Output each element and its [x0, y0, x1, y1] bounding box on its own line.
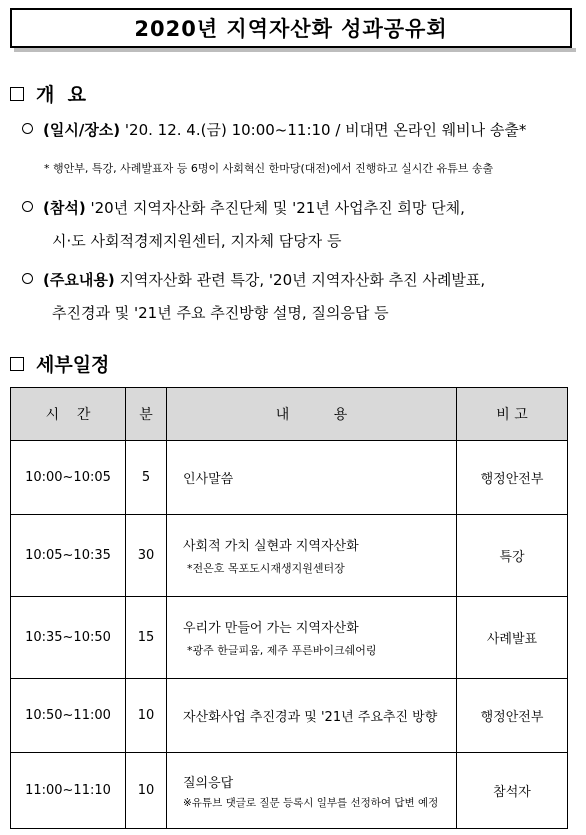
checkbox-square-icon [10, 87, 24, 101]
table-row: 10:05~10:35 30 사회적 가치 실현과 지역자산화 *전은호 목포도시재생지원센터장 특강 [11, 515, 568, 597]
overview-item-attendees: (참석) '20년 지역자산화 추진단체 및 '21년 사업추진 희망 단체, 시·도 사회적경제지원센터, 지자체 담당자 등 [22, 192, 577, 258]
circle-bullet-icon [22, 123, 33, 134]
table-row: 10:00~10:05 5 인사말씀 행정안전부 [11, 441, 568, 515]
overview-item-datetime: (일시/장소) '20. 12. 4.(금) 10:00~11:10 / 비대면 온라인 웨비나 송출* [22, 114, 577, 147]
header-note: 비 고 [457, 388, 568, 441]
header-minutes: 분 [126, 388, 167, 441]
overview-heading: 개 요 [10, 80, 86, 107]
checkbox-square-icon [10, 357, 24, 371]
header-time: 시 간 [11, 388, 126, 441]
overview-item-contents: (주요내용) 지역자산화 관련 특강, '20년 지역자산화 추진 사례발표, 추진경과 및 '21년 주요 추진방향 설명, 질의응답 등 [22, 264, 577, 330]
table-header-row [11, 388, 568, 441]
circle-bullet-icon [22, 201, 33, 212]
circle-bullet-icon [22, 273, 33, 284]
schedule-table [10, 387, 568, 829]
header-content: 내 용 [167, 388, 457, 441]
page-title: 2020년 지역자산화 성과공유회 [10, 8, 572, 48]
overview-note: * 행안부, 특강, 사례발표자 등 6명이 사회혁신 한마당(대전)에서 진행하고 실시간 유튜브 송출 [44, 162, 494, 175]
table-row: 10:50~11:00 10 자산화사업 추진경과 및 '21년 주요추진 방향 행정안전부 [11, 679, 568, 753]
table-row: 10:35~10:50 15 우리가 만들어 가는 지역자산화 *광주 한글피움, 제주 푸른바이크쉐어링 사례발표 [11, 597, 568, 679]
table-row: 11:00~11:10 10 질의응답 ※유튜브 댓글로 질문 등록시 일부를 선정하여 답변 예정 참석자 [11, 753, 568, 829]
schedule-heading: 세부일정 [10, 350, 109, 377]
